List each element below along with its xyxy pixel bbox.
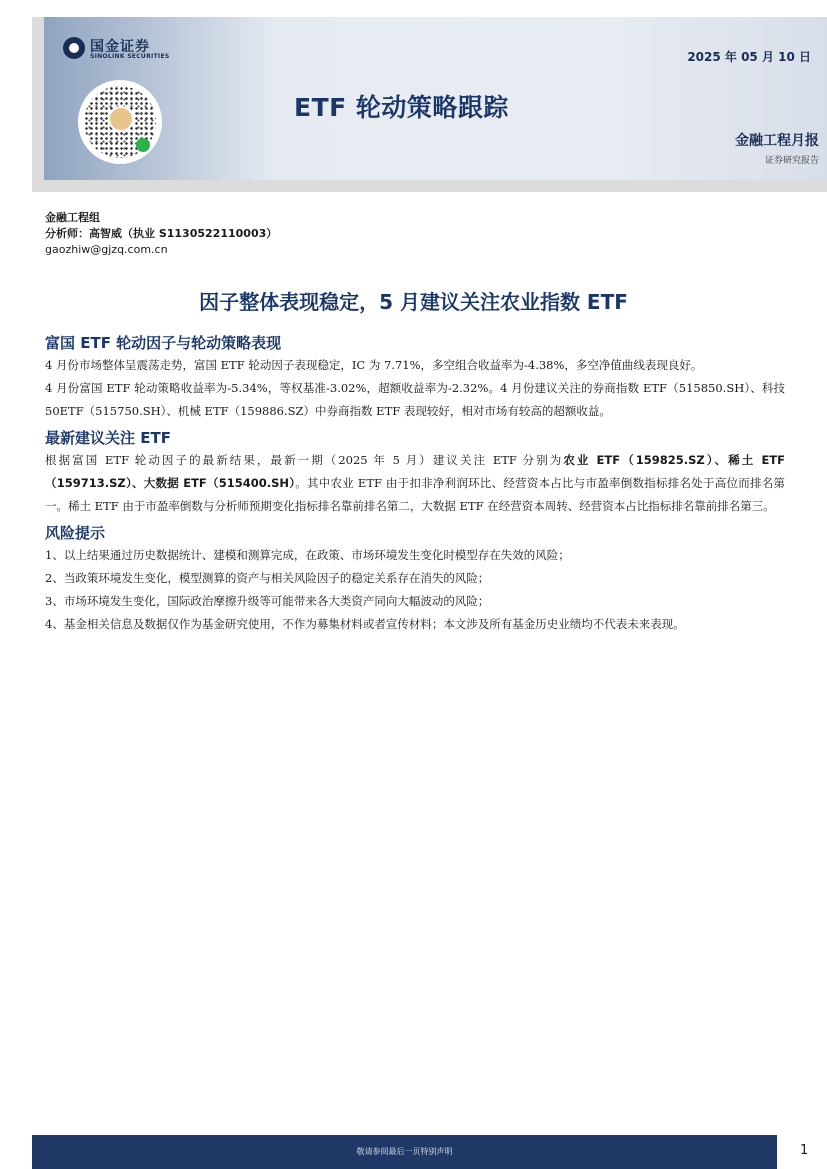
paragraph-recommendation bbox=[45, 449, 785, 518]
footer-disclaimer[interactable]: 敬请参阅最后一页特别声明 bbox=[356, 1147, 453, 1156]
report-body bbox=[45, 328, 785, 636]
risk-item: 3、市场环境发生变化，国际政治摩擦升级等可能带来各大类资产同向大幅波动的风险； bbox=[45, 594, 490, 608]
page-number: 1 bbox=[800, 1143, 809, 1158]
analyst-email[interactable]: gaozhiw@gjzq.com.cn bbox=[45, 243, 168, 256]
qr-center-logo bbox=[108, 106, 134, 132]
wechat-icon bbox=[136, 138, 150, 152]
author-block bbox=[45, 210, 277, 258]
text-run: 。其中农业 ETF 由于扣非净利润环比、经营资本占比与市盈率倒数指标排名处于高位而排名第一。稀土 ETF 由于市盈率倒数与分析师预期变化指标排名靠前排名第二，大数据 ETF 在经营资本周转、经营资本占比指标排名靠前排名第三。 bbox=[45, 476, 785, 513]
section-title-risk: 风险提示 bbox=[45, 524, 106, 542]
logo-name-en: SINOLINK SECURITIES bbox=[90, 53, 170, 60]
report-series-title: ETF 轮动策略跟踪 bbox=[294, 93, 509, 122]
sinolink-logo-icon bbox=[63, 37, 85, 59]
section-title-factor-performance: 富国 ETF 轮动因子与轮动策略表现 bbox=[45, 334, 282, 352]
paragraph: 4 月份富国 ETF 轮动策略收益率为-5.34%，等权基准-3.02%，超额收益率为-2.32%。4 月份建议关注的券商指数 ETF（515850.SH）、科技 50ETF（515750.SH）、机械 ETF（159886.SZ）中券商指数 ETF 表现较好，相对市场有较高的超额收益。 bbox=[45, 381, 785, 418]
department: 金融工程组 bbox=[45, 211, 100, 224]
recommended-etf-list: 农业 ETF（159825.SZ）、稀土 ETF（159713.SZ）、大数据 ETF（515400.SH） bbox=[45, 453, 785, 490]
report-date: 2025 年 05 月 10 日 bbox=[687, 50, 811, 64]
risk-item: 4、基金相关信息及数据仅作为基金研究使用，不作为募集材料或者宣传材料；本文涉及所有基金历史业绩均不代表未来表现。 bbox=[45, 617, 685, 631]
logo-name-cn: 国金证券 bbox=[90, 39, 150, 55]
qr-code-icon bbox=[78, 80, 162, 164]
report-type: 金融工程月报 bbox=[735, 133, 819, 149]
footer-bar bbox=[32, 1135, 777, 1169]
report-category: 证券研究报告 bbox=[764, 156, 819, 166]
analyst-name: 分析师：高智威（执业 S1130522110003） bbox=[45, 227, 278, 240]
paragraph: 4 月份市场整体呈震荡走势，富国 ETF 轮动因子表现稳定，IC 为 7.71%，多空组合收益率为-4.38%，多空净值曲线表现良好。 bbox=[45, 358, 703, 372]
risk-item: 2、当政策环境发生变化，模型测算的资产与相关风险因子的稳定关系存在消失的风险； bbox=[45, 571, 490, 585]
section-title-recommended-etf: 最新建议关注 ETF bbox=[45, 429, 171, 447]
report-headline: 因子整体表现稳定，5 月建议关注农业指数 ETF bbox=[199, 290, 628, 314]
text-run: 根据富国 ETF 轮动因子的最新结果，最新一期（2025 年 5 月）建议关注 ETF 分别为 bbox=[45, 453, 564, 467]
risk-item: 1、以上结果通过历史数据统计、建模和测算完成，在政策、市场环境发生变化时模型存在失效的风险； bbox=[45, 548, 570, 562]
